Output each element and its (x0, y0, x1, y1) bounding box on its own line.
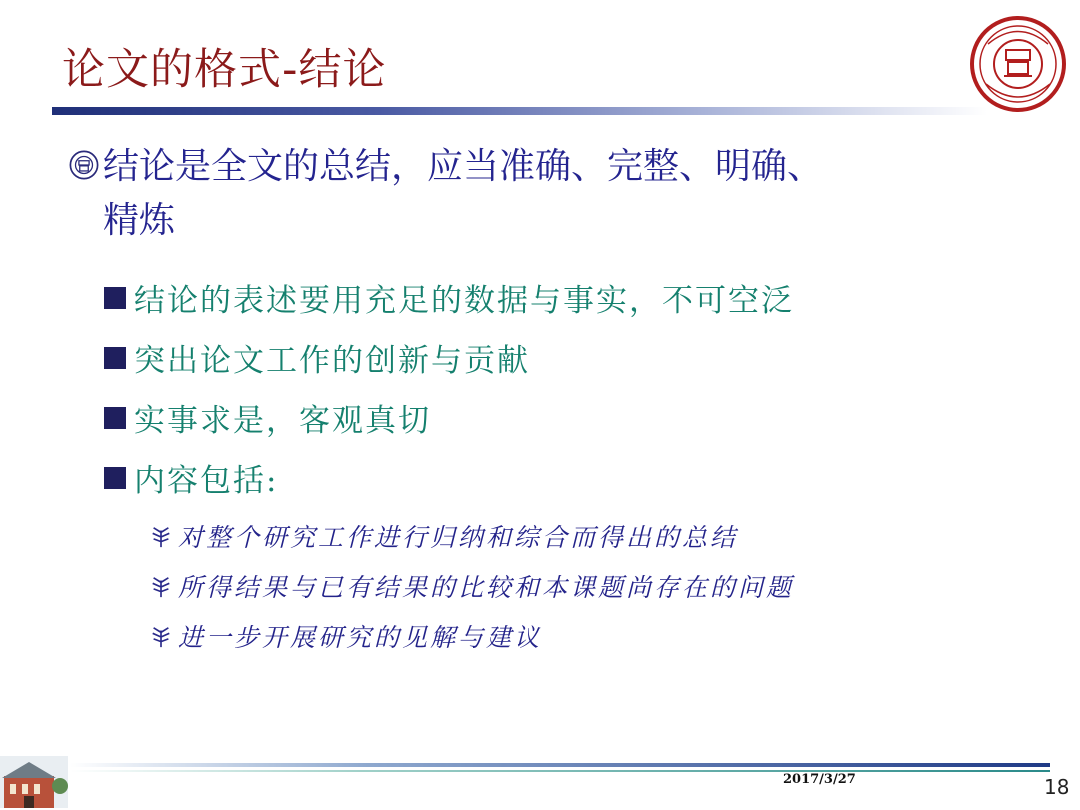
sub-sub-point-2 (148, 568, 794, 604)
university-seal-icon (968, 14, 1068, 114)
sub-sub-point-2-text: 所得结果与已有结果的比较和本课题尚存在的问题 (178, 573, 795, 602)
fern-bullet-icon (148, 625, 174, 649)
sub-point-3-text: 实事求是，客观真切 (134, 403, 431, 439)
sub-point-1-text: 结论的表述要用充足的数据与事实，不可空泛 (134, 283, 794, 319)
page-number: 18 (1044, 775, 1070, 799)
title-underline (52, 107, 987, 115)
slide-title: 论文的格式-结论 (62, 45, 387, 95)
sub-point-1 (104, 275, 794, 320)
main-point-line2: 精炼 (103, 200, 176, 241)
sub-point-4 (104, 455, 278, 500)
footer-rule-top (70, 763, 1050, 767)
sub-point-2 (104, 335, 530, 380)
main-point-line1: 结论是全文的总结，应当准确、完整、明确、 (103, 146, 824, 187)
campus-building-thumbnail (0, 756, 68, 808)
fern-bullet-icon (148, 525, 174, 549)
square-bullet-icon (104, 467, 126, 489)
square-bullet-icon (104, 407, 126, 429)
sub-sub-point-3 (148, 618, 542, 654)
sub-sub-point-3-text: 进一步开展研究的见解与建议 (178, 623, 543, 652)
seal-bullet-icon (65, 148, 103, 182)
sub-point-3 (104, 395, 431, 440)
footer-rule-bottom (70, 770, 1050, 772)
sub-point-2-text: 突出论文工作的创新与贡献 (134, 343, 530, 379)
sub-sub-point-1 (148, 518, 738, 554)
sub-point-4-text: 内容包括: (134, 463, 279, 499)
main-point (65, 140, 1055, 248)
square-bullet-icon (104, 287, 126, 309)
sub-sub-point-1-text: 对整个研究工作进行归纳和综合而得出的总结 (178, 523, 739, 552)
fern-bullet-icon (148, 575, 174, 599)
footer-date: 2017/3/27 (783, 772, 856, 787)
square-bullet-icon (104, 347, 126, 369)
